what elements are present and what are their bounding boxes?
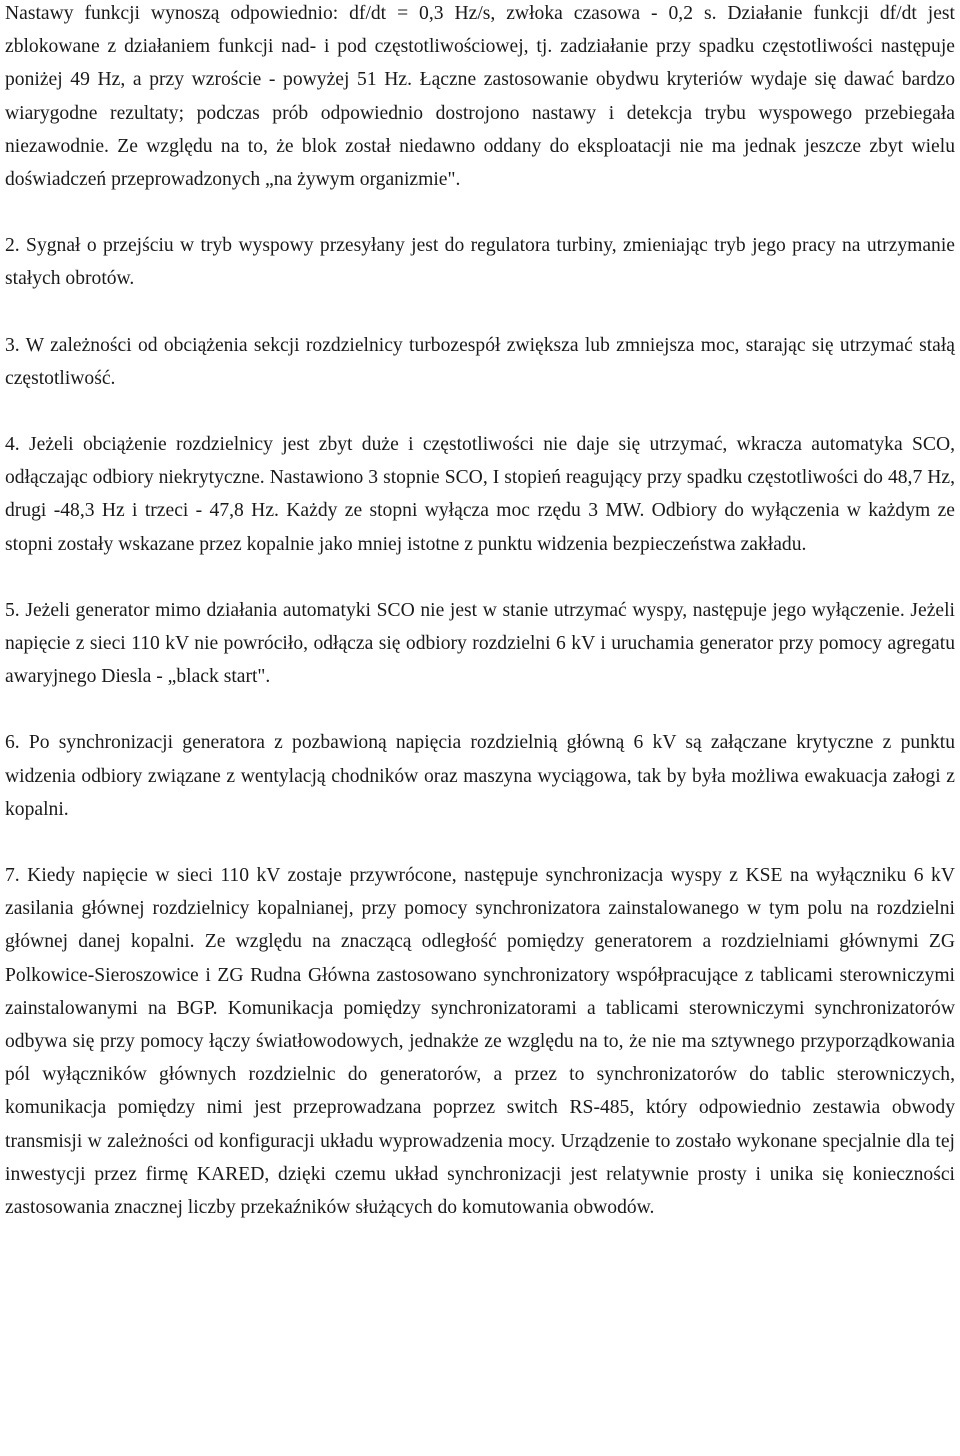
paragraph-step-6: 6. Po synchronizacji generatora z pozbawioną napięcia rozdzielnią główną 6 kV są załączane krytyczne z punktu widzenia odbiory związane z wentylacją chodników oraz maszyna wyciągowa, tak by była możliwa ewakuacja załogi z kopalni. bbox=[5, 732, 955, 820]
paragraph-df-dt-settings: Nastawy funkcji wynoszą odpowiednio: df/dt = 0,3 Hz/s, zwłoka czasowa - 0,2 s. Działanie funkcji df/dt jest zblokowane z działaniem funkcji nad- i pod częstotliwościowej, tj. zadziałanie przy spadku częstotliwości następuje poniżej 49 Hz, a przy wzroście - powyżej 51 Hz. Łączne zastosowanie obydwu kryteriów wydaje się dawać bardzo wiarygodne rezultaty; podczas prób odpowiednio dostrojono nastawy i detekcja trybu wyspowego przebiegała niezawodnie. Ze względu na to, że blok został niedawno oddany do eksploatacji nie ma jednak jeszcze zbyt wielu doświadczeń przeprowadzonych „na żywym organizmie". bbox=[5, 3, 955, 191]
paragraph-step-4: 4. Jeżeli obciążenie rozdzielnicy jest zbyt duże i częstotliwości nie daje się utrzymać, wkracza automatyka SCO, odłączając odbiory niekrytyczne. Nastawiono 3 stopnie SCO, I stopień reagujący przy spadku częstotliwości do 48,7 Hz, drugi -48,3 Hz i trzeci - 47,8 Hz. Każdy ze stopni wyłącza moc rzędu 3 MW. Odbiory do wyłączenia w każdym ze stopni zostały wskazane przez kopalnie jako mniej istotne z punktu widzenia bezpieczeństwa zakładu. bbox=[5, 434, 955, 555]
paragraph-step-7: 7. Kiedy napięcie w sieci 110 kV zostaje przywrócone, następuje synchronizacja wyspy z KSE na wyłączniku 6 kV zasilania głównej rozdzielnicy kopalnianej, przy pomocy synchronizatora zainstalowanego w tym polu na rozdzielni głównej danej kopalni. Ze względu na znaczącą odległość pomiędzy generatorem a rozdzielniami głównymi ZG Polkowice-Sieroszowice i ZG Rudna Główna zastosowano synchronizatory współpracujące z tablicami sterowniczymi zainstalowanymi na BGP. Komunikacja pomiędzy synchronizatorami a tablicami sterowniczymi synchronizatorów odbywa się przy pomocy łączy światłowodowych, jednakże ze względu na to, że nie ma sztywnego przyporządkowania pól wyłączników głównych rozdzielnic do generatorów, a przez to synchronizatorów do tablic sterowniczych, komunikacja pomiędzy nimi jest przeprowadzana poprzez switch RS-485, który odpowiednio zestawia obwody transmisji w zależności od konfiguracji układu wyprowadzenia mocy. Urządzenie to zostało wykonane specjalnie dla tej inwestycji przez firmę KARED, dzięki czemu układ synchronizacji jest relatywnie prosty i unika się konieczności zastosowania znacznej liczby przekaźników służących do komutowania obwodów. bbox=[5, 865, 955, 1219]
paragraph-step-3: 3. W zależności od obciążenia sekcji rozdzielnicy turbozespół zwiększa lub zmniejsza moc, starając się utrzymać stałą częstotliwość. bbox=[5, 334, 955, 389]
paragraph-step-2: 2. Sygnał o przejściu w tryb wyspowy przesyłany jest do regulatora turbiny, zmieniając tryb jego pracy na utrzymanie stałych obrotów. bbox=[5, 235, 955, 290]
paragraph-step-5: 5. Jeżeli generator mimo działania automatyki SCO nie jest w stanie utrzymać wyspy, następuje jego wyłączenie. Jeżeli napięcie z sieci 110 kV nie powróciło, odłącza się odbiory rozdzielni 6 kV i uruchamia generator przy pomocy agregatu awaryjnego Diesla - „black start". bbox=[5, 599, 955, 688]
